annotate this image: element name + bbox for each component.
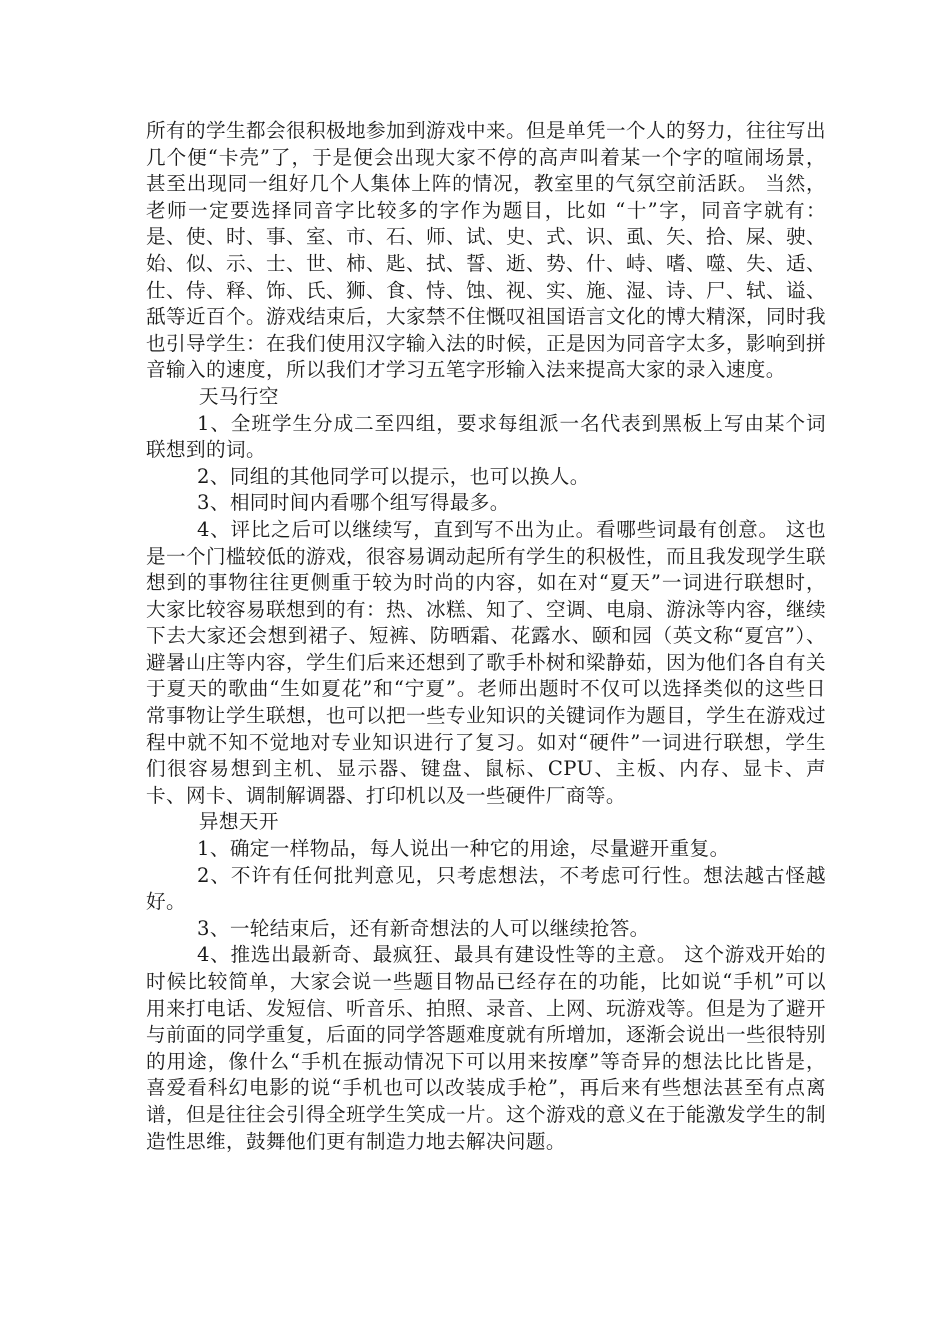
- paragraph-intro: 所有的学生都会很积极地参加到游戏中来。但是单凭一个人的努力，往往写出几个便“卡壳”了，于是便会出现大家不停的高声叫着某一个字的喧闹场景，甚至出现同一组好几个人集体上阵的情况，教室里的气氛空前活跃。 当然，老师一定要选择同音字比较多的字作为题目，比如 “十”字，同音字就有：是、使、时、事、室、市、石、师、试、史、式、识、虱、矢、拾、屎、驶、始、似、示、士、世、柿、匙、拭、誓、逝、势、什、峙、嗜、噬、失、适、仕、侍、释、饰、氏、狮、食、恃、蚀、视、实、施、湿、诗、尸、轼、谥、舐等近百个。游戏结束后，大家禁不住慨叹祖国语言文化的博大精深，同时我也引导学生：在我们使用汉字输入法的时候，正是因为同音字太多，影响到拼音输入的速度，所以我们才学习五笔字形输入法来提高大家的录入速度。: [146, 119, 826, 382]
- rule-item: 4、推选出最新奇、最疯狂、最具有建设性等的主意。 这个游戏开始的时候比较简单，大家会说一些题目物品已经存在的功能，比如说“手机”可以用来打电话、发短信、听音乐、拍照、录音、上网、玩游戏等。但是为了避开与前面的同学重复，后面的同学答题难度就有所增加，逐渐会说出一些很特别的用途，像什么“手机在振动情况下可以用来按摩”等奇异的想法比比皆是，喜爱看科幻电影的说“手机也可以改装成手枪”，再后来有些想法甚至有点离谱，但是往往会引得全班学生笑成一片。这个游戏的意义在于能激发学生的制造性思维，鼓舞他们更有制造力地去解决问题。: [146, 943, 826, 1153]
- document-body: [146, 118, 826, 1155]
- section-heading-tianma: 天马行空: [198, 384, 279, 408]
- rule-item: 3、一轮结束后，还有新奇想法的人可以继续抢答。: [196, 916, 650, 940]
- rule-item: 4、评比之后可以继续写，直到写不出为止。看哪些词最有创意。 这也是一个门槛较低的游戏，很容易调动起所有学生的积极性，而且我发现学生联想到的事物往往更侧重于较为时尚的内容，如在对“夏天”一词进行联想时，大家比较容易联想到的有：热、冰糕、知了、空调、电扇、游泳等内容，继续下去大家还会想到裙子、短裤、防晒霜、花露水、颐和园（英文称“夏宫”）、避暑山庄等内容，学生们后来还想到了歌手朴树和梁静茹，因为他们各自有关于夏天的歌曲“生如夏花”和“宁夏”。老师出题时不仅可以选择类似的这些日常事物让学生联想，也可以把一些专业知识的关键词作为题目，学生在游戏过程中就不知不觉地对专业知识进行了复习。如对“硬件”一词进行联想，学生们很容易想到主机、显示器、键盘、鼠标、CPU、主板、内存、显卡、声卡、网卡、调制解调器、打印机以及一些硬件厂商等。: [146, 517, 826, 807]
- rule-item: 2、不许有任何批判意见，只考虑想法，不考虑可行性。想法越古怪越好。: [146, 863, 826, 914]
- rule-item: 3、相同时间内看哪个组写得最多。: [196, 491, 510, 515]
- rule-item: 2、同组的其他同学可以提示，也可以换人。: [196, 464, 590, 488]
- section-heading-yixiang: 异想天开: [198, 810, 279, 834]
- rule-item: 1、确定一样物品，每人说出一种它的用途，尽量避开重复。: [196, 837, 730, 861]
- rule-item: 1、全班学生分成二至四组，要求每组派一名代表到黑板上写由某个词联想到的词。: [146, 411, 826, 462]
